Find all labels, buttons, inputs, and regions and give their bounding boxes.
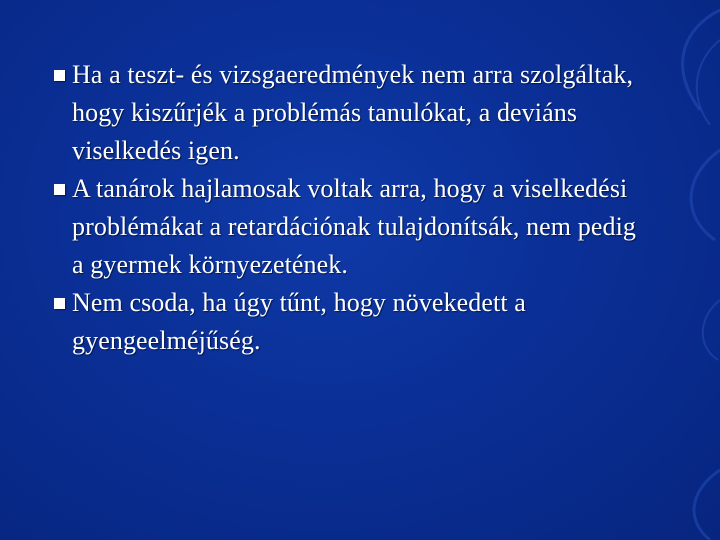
bullet-text: Ha a teszt- és vizsgaeredmények nem arra szolgáltak, hogy kiszűrjék a problémás tanulókat, a deviáns viselkedés igen.: [72, 60, 634, 165]
bullet-text: Nem csoda, ha úgy tűnt, hogy növekedett a gyengeelméjűség.: [72, 288, 526, 355]
bullet-text: A tanárok hajlamosak voltak arra, hogy a viselkedési problémákat a retardációnak tulajdonítsák, nem pedig a gyermek környezetének.: [72, 174, 636, 279]
bullet-item: [54, 284, 654, 360]
bullet-item: [54, 56, 654, 170]
square-bullet-icon: [54, 184, 65, 195]
square-bullet-icon: [54, 70, 65, 81]
square-bullet-icon: [54, 298, 65, 309]
bullet-item: [54, 170, 654, 284]
bullet-list: [54, 56, 654, 360]
